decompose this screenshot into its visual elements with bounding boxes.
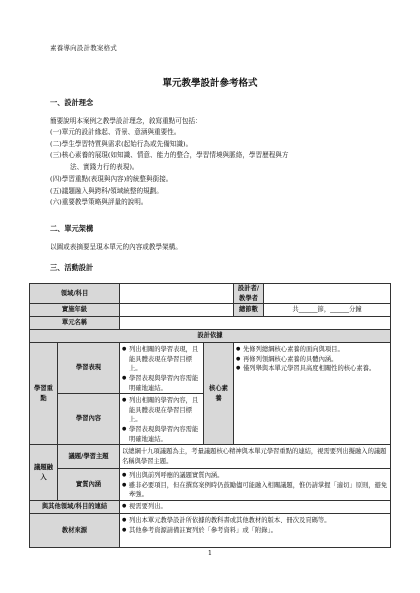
section-1-intro: 簡要說明本案例之教學設計理念，敘寫重點可包括：: [50, 117, 202, 125]
list-item: ● 其他參考資源請備註實列於「參考資料」或「附錄」。: [122, 526, 388, 536]
field-value[interactable]: [120, 284, 234, 304]
practice-label: 實質內涵: [58, 469, 120, 501]
section-2-text: 以圖或表摘要呈現本單元的內容或教學架構。: [50, 243, 182, 251]
issue-topic-label: 議題/學習主題: [58, 445, 120, 469]
section-3-heading: 三、活動設計: [50, 263, 94, 272]
list-item: ● 列出相關的學習內容，且能具體表現在學習目標上。: [122, 396, 201, 425]
list-item: ● 僅列舉與本單元學習具高度相關性的核心素養。: [236, 364, 388, 374]
list-item: (六)重要教學策略與評量的說明。: [50, 198, 148, 207]
list-item: ● 視需要列出。: [122, 502, 388, 512]
field-label: 領域/科目: [30, 284, 120, 304]
list-item: (一)單元的設計緣起、背景、意涵與重要性。: [50, 128, 181, 136]
performance-cell: [120, 343, 204, 394]
practice-cell: [120, 469, 391, 501]
document-title: 單元教學設計參考格式: [162, 78, 258, 89]
grade-label: 實施年級: [30, 304, 120, 317]
core-label: 核心素養: [204, 343, 234, 445]
focus-label: 學習重點: [30, 343, 58, 445]
periods-value[interactable]: 共______節，______分鐘: [264, 304, 391, 317]
section-2-heading: 二、單元架構: [50, 224, 94, 233]
list-item: ● 先條列總綱核心素養的面向與項目。: [236, 345, 388, 355]
core-cell: [234, 343, 391, 445]
grade-value[interactable]: [120, 304, 234, 317]
unit-value[interactable]: [120, 317, 391, 330]
list-item: ● 學習表現與學習內容需能明確地連結。: [122, 374, 201, 393]
other-field-cell: [120, 501, 391, 514]
page-header: 素養導向設計教案格式: [50, 44, 117, 52]
list-item: ● 列出與前列呼應的議題實質內涵。: [122, 471, 388, 481]
periods-label: 總節數: [234, 304, 264, 317]
source-label: 教材來源: [30, 514, 120, 548]
source-cell: [120, 514, 391, 548]
list-item: ● 列出相關的學習表現，且能具體表現在學習目標上。: [122, 345, 201, 374]
list-item: ● 再條列領綱核心素養的具體內涵。: [236, 355, 388, 365]
performance-label: 學習表現: [58, 343, 120, 394]
design-concept-list: [50, 127, 380, 209]
unit-label: 單元名稱: [30, 317, 120, 330]
content-label: 學習內容: [58, 394, 120, 445]
section-1-heading: 一、設計理念: [50, 98, 94, 107]
designer-value[interactable]: [264, 284, 391, 304]
content-cell: [120, 394, 204, 445]
issue-text: 以總綱十九項議題為主，考量議題核心精神與本單元學習重點的連結，視需要列出擬融入的議題名稱與學習主題。: [120, 445, 391, 469]
list-item: (四)學習重點(表現與內容)的統整與銜接。: [50, 174, 173, 183]
activity-design-table: [29, 283, 391, 548]
list-item: (五)議題融入與跨科/領域統整的規劃。: [50, 186, 163, 195]
list-item: (三)核心素養的展現(如知識、情意、能力的整合，學習情境與脈絡，學習歷程與方: [50, 151, 289, 160]
basis-header: 設計依據: [30, 330, 391, 343]
list-item: (二)學生學習特質與需求(起始行為或先備知識)。: [50, 139, 193, 148]
designer-label: 設計者/教學者: [234, 284, 264, 304]
list-item: ● 列出本單元教學設計所依據的教科書或其他教材的版本、冊次及頁碼等。: [122, 516, 388, 526]
list-item: ● 學習表現與學習內容需能明確地連結。: [122, 425, 201, 444]
list-item: ● 雖非必要項目，但在撰寫案例時仍鼓勵儘可能融入相關議題，惟仍請掌握「適切」原則，避免牽強。: [122, 481, 388, 500]
list-item: 法、實踐力行的表現)。: [70, 163, 139, 172]
page-number: 1: [207, 549, 213, 557]
other-field-label: 與其他領域/科目的連結: [30, 501, 120, 514]
issue-label: 議題融入: [30, 445, 58, 501]
